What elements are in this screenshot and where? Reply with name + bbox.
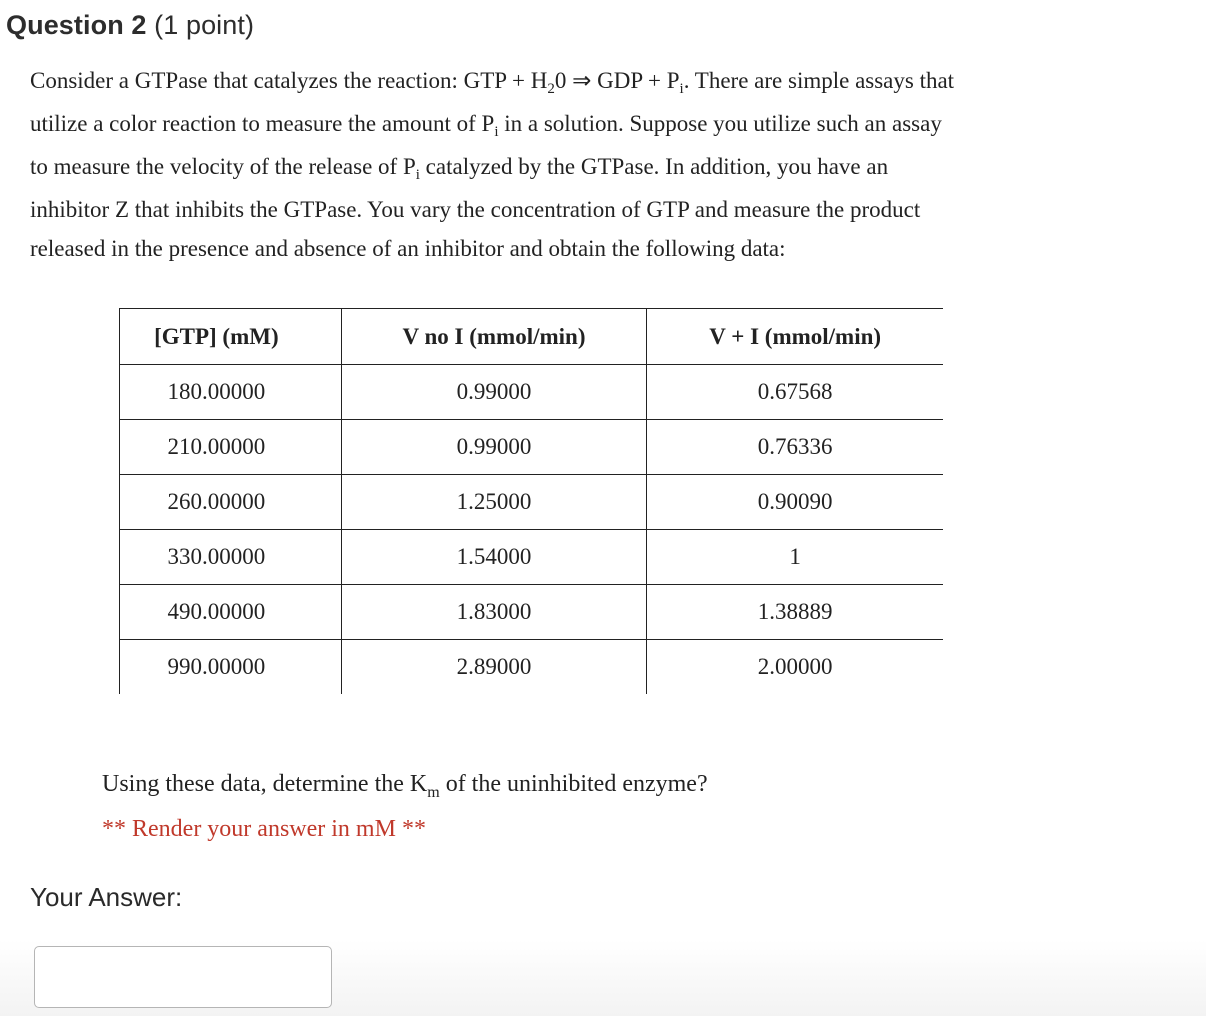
column-header-gtp: [GTP] (mM) xyxy=(120,309,342,365)
intro-line-2: utilize a color reaction to measure the amount of $P_i$ in a solution. Suppose you utilize such an assay xyxy=(30,111,942,140)
cell-gtp: 210.00000 xyxy=(120,420,342,475)
cell-gtp: 490.00000 xyxy=(120,585,342,640)
cell-v-no-i: 0.99000 xyxy=(341,365,647,420)
table-row xyxy=(120,530,944,585)
cell-v-plus-i: 0.67568 xyxy=(647,365,943,420)
cell-v-no-i: 0.99000 xyxy=(341,420,647,475)
cell-v-plus-i: 0.90090 xyxy=(647,475,943,530)
intro-line-4: inhibitor Z that inhibits the GTPase. You vary the concentration of GTP and measure the product xyxy=(30,197,921,222)
question-title: Question 2 xyxy=(6,10,147,40)
cell-v-no-i: 1.25000 xyxy=(341,475,647,530)
question-header xyxy=(6,10,254,41)
data-table xyxy=(119,308,943,694)
table-row xyxy=(120,585,944,640)
cell-v-no-i: 2.89000 xyxy=(341,640,647,695)
cell-gtp: 330.00000 xyxy=(120,530,342,585)
cell-gtp: 180.00000 xyxy=(120,365,342,420)
cell-gtp: 260.00000 xyxy=(120,475,342,530)
question-prompt: Using these data, determine the $K_m$ of the uninhibited enzyme? xyxy=(102,771,708,801)
cell-v-no-i: 1.83000 xyxy=(341,585,647,640)
column-header-v-plus-i: V + I (mmol/min) xyxy=(647,309,943,365)
cell-gtp: 990.00000 xyxy=(120,640,342,695)
table-row xyxy=(120,365,944,420)
cell-v-plus-i: 2.00000 xyxy=(647,640,943,695)
table-header-row xyxy=(120,309,944,365)
cell-v-plus-i: 1 xyxy=(647,530,943,585)
intro-line-5: released in the presence and absence of an inhibitor and obtain the following data: xyxy=(30,236,786,261)
cell-v-no-i: 1.54000 xyxy=(341,530,647,585)
answer-label: Your Answer: xyxy=(30,882,183,912)
table-row xyxy=(120,420,944,475)
answer-unit-note: ** Render your answer in mM ** xyxy=(102,816,426,842)
cell-v-plus-i: 1.38889 xyxy=(647,585,943,640)
answer-input[interactable] xyxy=(34,946,332,1008)
question-points: (1 point) xyxy=(154,10,255,40)
column-header-v-no-i: V no I (mmol/min) xyxy=(341,309,647,365)
table-row xyxy=(120,640,944,695)
cell-v-plus-i: 0.76336 xyxy=(647,420,943,475)
intro-line-3: to measure the velocity of the release of $P_i$ catalyzed by the GTPase. In addition, you have an xyxy=(30,154,889,183)
intro-line-1: Consider a GTPase that catalyzes the reaction: GTP + $H_20$ ⇒ GDP + $P_i$. There are simple assays that xyxy=(30,68,955,97)
table-row xyxy=(120,475,944,530)
